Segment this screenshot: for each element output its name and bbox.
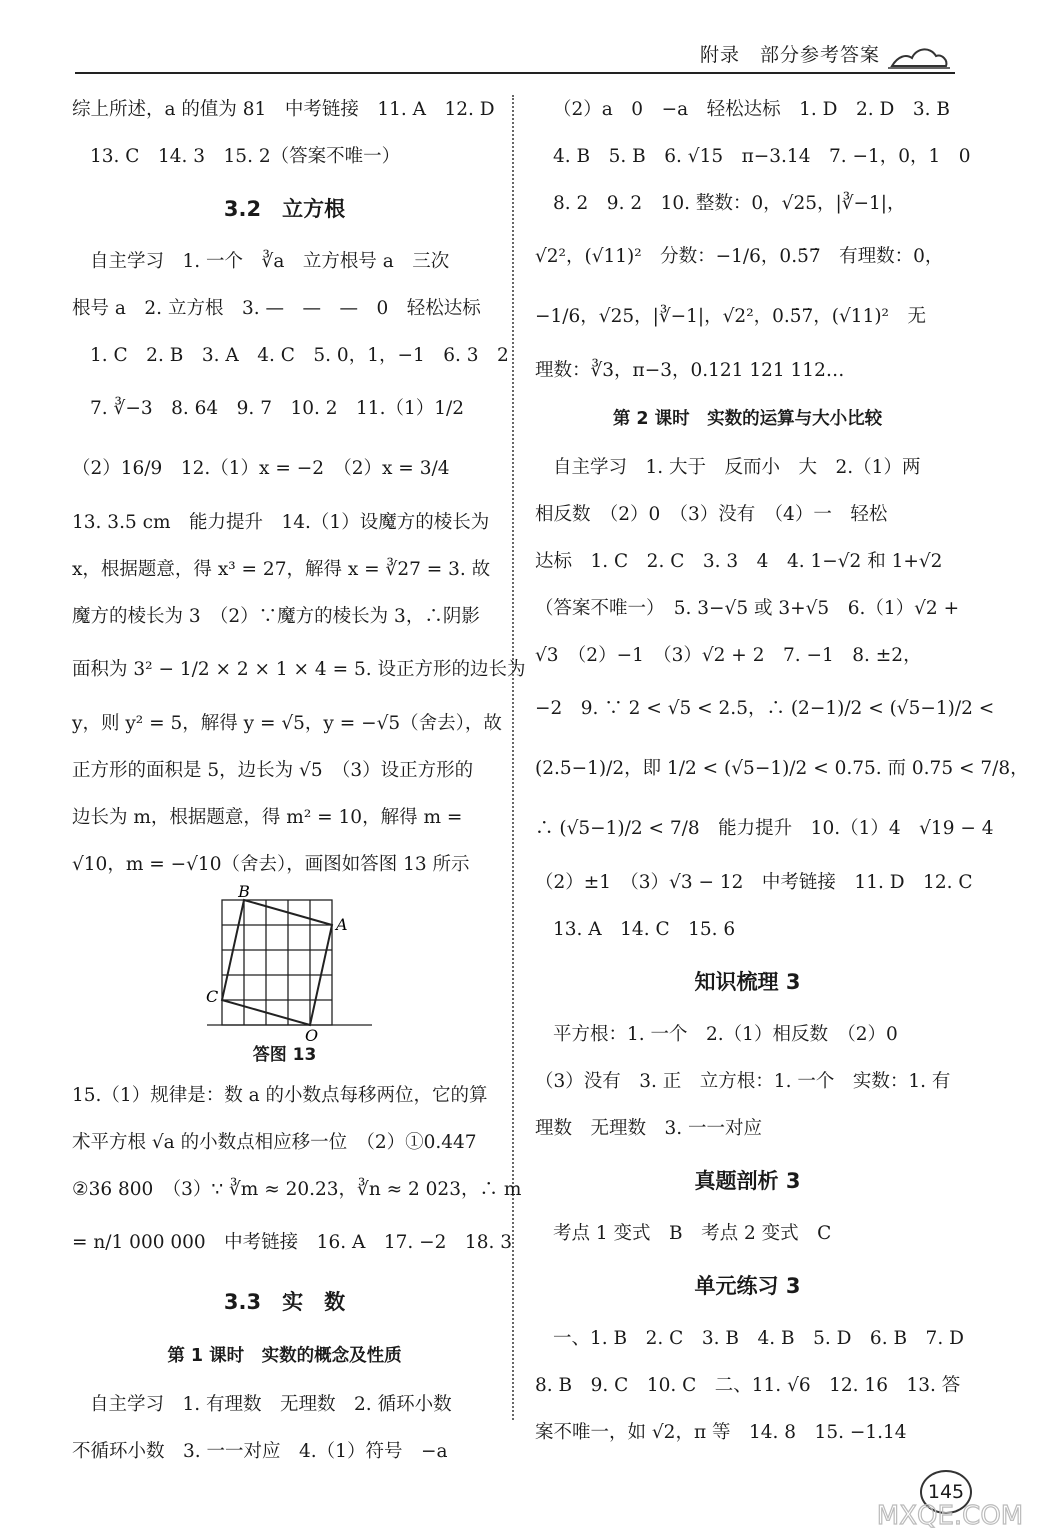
text-line: 13. A 14. C 15. 6: [553, 919, 736, 940]
text-line: 理数：∛3，π−3，0.121 121 112…: [535, 360, 845, 381]
point-label-b: B: [238, 882, 250, 901]
text-line: 8. B 9. C 10. C 二、11. √6 12. 16 13. 答: [535, 1375, 961, 1396]
section-title: 单元练习 3: [694, 1274, 801, 1298]
text-line: 综上所述，a 的值为 81 中考链接 11. A 12. D: [72, 99, 495, 120]
section-title: 真题剖析 3: [694, 1169, 801, 1193]
text-line: 魔方的棱长为 3 （2）∵魔方的棱长为 3，∴阴影: [72, 606, 480, 627]
text-line: ②36 800 （3）∵ ∛m ≈ 20.23，∛n ≈ 2 023，∴ m: [72, 1179, 522, 1200]
svg-text:MXQE.COM: MXQE.COM: [876, 1501, 1024, 1531]
text-line: 术平方根 √a 的小数点相应移一位 （2）①0.447: [72, 1132, 477, 1153]
text-line: 自主学习 1. 有理数 无理数 2. 循环小数: [90, 1394, 452, 1415]
text-line: 13. 3.5 cm 能力提升 14.（1）设魔方的棱长为: [72, 512, 490, 533]
text-line: 根号 a 2. 立方根 3. — — — 0 轻松达标: [72, 298, 481, 319]
watermark-logo: [850, 1488, 1040, 1532]
text-line: 1. C 2. B 3. A 4. C 5. 0，1，−1 6. 3 2: [90, 345, 509, 366]
text-line: 4. B 5. B 6. √15 π−3.14 7. −1，0，1 0: [553, 146, 971, 167]
text-line: 不循环小数 3. 一一对应 4.（1）符号 −a: [72, 1441, 448, 1462]
lesson-title: 第 1 课时 实数的概念及性质: [167, 1346, 402, 1366]
header-rule: [75, 72, 955, 74]
text-line: 边长为 m，根据题意，得 m² = 10，解得 m =: [72, 807, 463, 828]
text-line: √3 （2）−1 （3）√2 + 2 7. −1 8. ±2，: [535, 645, 922, 666]
text-line: −2 9. ∵ 2 < √5 < 2.5，∴ (2−1)/2 < (√5−1)/2 <: [535, 698, 995, 719]
text-line: 13. C 14. 3 15. 2（答案不唯一）: [90, 146, 401, 167]
page-number: 145: [920, 1470, 972, 1514]
text-line: （2）±1 （3）√3 − 12 中考链接 11. D 12. C: [535, 872, 973, 893]
section-title: 3.2 立方根: [223, 197, 346, 221]
point-label-c: C: [206, 987, 219, 1006]
text-line: ∴ (√5−1)/2 < 7/8 能力提升 10.（1）4 √19 − 4: [535, 818, 994, 839]
text-line: 案不唯一，如 √2，π 等 14. 8 15. −1.14: [535, 1422, 907, 1443]
figure-caption: 答图 13: [252, 1045, 317, 1065]
text-line: 15.（1）规律是：数 a 的小数点每移两位，它的算: [72, 1085, 488, 1106]
text-line: y，则 y² = 5，解得 y = √5，y = −√5（舍去），故: [72, 713, 502, 734]
right-column: [535, 86, 1029, 1456]
cloud-ornament-icon: [888, 42, 950, 70]
left-column: [72, 86, 526, 1475]
text-line: （3）没有 3. 正 立方根：1. 一个 实数：1. 有: [535, 1071, 951, 1092]
section-title: 3.3 实 数: [223, 1290, 346, 1314]
text-line: −1/6，√25，|∛−1|，√2²，0.5̇7̇，(√11)² 无: [535, 306, 926, 327]
page-header: 附录 部分参考答案: [700, 44, 881, 66]
text-line: 自主学习 1. 大于 反而小 大 2.（1）两: [553, 457, 921, 478]
text-line: √10，m = −√10（舍去），画图如答图 13 所示: [72, 854, 470, 875]
answer-figure-13: [72, 882, 497, 1045]
figure-block: [72, 882, 497, 1045]
text-line: (2.5−1)/2，即 1/2 < (√5−1)/2 < 0.75. 而 0.75 < 7/8，: [535, 758, 1029, 779]
text-line: x，根据题意，得 x³ = 27，解得 x = ∛27 = 3. 故: [72, 559, 491, 580]
text-line: 达标 1. C 2. C 3. 3 4 4. 1−√2 和 1+√2: [535, 551, 943, 572]
text-line: 面积为 3² − 1/2 × 2 × 1 × 4 = 5. 设正方形的边长为: [72, 659, 526, 680]
text-line: （2）a 0 −a 轻松达标 1. D 2. D 3. B: [553, 99, 950, 120]
section-title: 知识梳理 3: [694, 970, 801, 994]
column-divider: [512, 95, 514, 1420]
text-line: √2²，(√11)² 分数：−1/6，0.5̇7̇ 有理数：0，: [535, 246, 944, 267]
point-label-a: A: [336, 915, 348, 934]
text-line: 8. 2 9. 2 10. 整数：0，√25，|∛−1|，: [553, 193, 906, 214]
text-line: 7. ∛−3 8. 64 9. 7 10. 2 11.（1）1/2: [90, 398, 465, 419]
text-line: 理数 无理数 3. 一一对应: [535, 1118, 763, 1139]
text-line: 相反数 （2）0 （3）没有 （4）一 轻松: [535, 504, 888, 525]
lesson-title: 第 2 课时 实数的运算与大小比较: [612, 409, 883, 429]
text-line: （2）16/9 12.（1）x = −2 （2）x = 3/4: [72, 458, 450, 479]
text-line: （答案不唯一） 5. 3−√5 或 3+√5 6.（1）√2 +: [535, 598, 960, 619]
point-label-o: O: [305, 1026, 319, 1045]
text-line: 一、1. B 2. C 3. B 4. B 5. D 6. B 7. D: [553, 1328, 964, 1349]
text-line: 正方形的面积是 5，边长为 √5 （3）设正方形的: [72, 760, 474, 781]
text-line: 平方根：1. 一个 2.（1）相反数 （2）0: [553, 1024, 898, 1045]
text-line: 自主学习 1. 一个 ∛a 立方根号 a 三次: [90, 251, 450, 272]
text-line: 考点 1 变式 B 考点 2 变式 C: [553, 1223, 832, 1244]
text-line: = n/1 000 000 中考链接 16. A 17. −2 18. 3: [72, 1232, 512, 1253]
